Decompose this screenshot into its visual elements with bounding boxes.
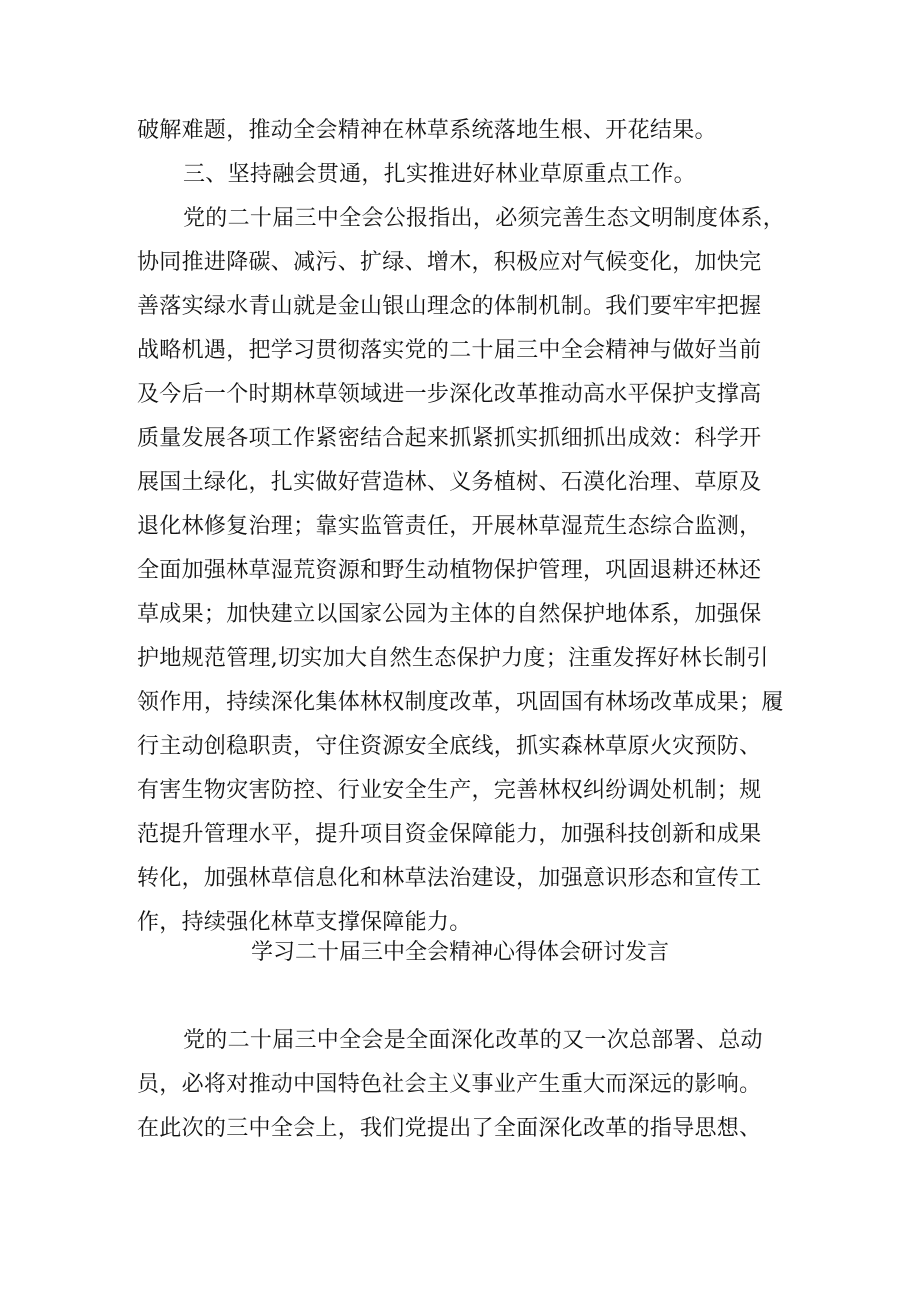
paragraph-line: 展国土绿化，扎实做好营造林、义务植树、石漠化治理、草原及 bbox=[137, 470, 762, 495]
paragraph-line: 全面加强林草湿荒资源和野生动植物保护管理，巩固退耕还林还 bbox=[137, 558, 762, 583]
article-title: 学习二十届三中全会精神心得体会研讨发言 bbox=[250, 940, 669, 965]
paragraph-line: 护地规范管理,切实加大自然生态保护力度；注重发挥好林长制引 bbox=[137, 646, 769, 671]
paragraph-line: 范提升管理水平，提升项目资金保障能力，加强科技创新和成果 bbox=[137, 822, 762, 847]
paragraph-line: 党的二十届三中全会是全面深化改革的又一次总部署、总动 bbox=[183, 1028, 763, 1053]
paragraph-line: 党的二十届三中全会公报指出，必须完善生态文明制度体系， bbox=[183, 206, 786, 231]
paragraph-line: 战略机遇，把学习贯彻落实党的二十届三中全会精神与做好当前 bbox=[137, 338, 762, 363]
paragraph-line: 领作用，持续深化集体林权制度改革，巩固国有林场改革成果；履 bbox=[137, 690, 784, 715]
paragraph-line: 善落实绿水青山就是金山银山理念的体制机制。我们要牢牢把握 bbox=[137, 294, 762, 319]
paragraph-line: 员，必将对推动中国特色社会主义事业产生重大而深远的影响。 bbox=[137, 1072, 762, 1097]
paragraph-line: 有害生物灾害防控、行业安全生产，完善林权纠纷调处机制；规 bbox=[137, 778, 762, 803]
paragraph-line: 及今后一个时期林草领域进一步深化改革推动高水平保护支撑高 bbox=[137, 382, 762, 407]
paragraph-line: 草成果；加快建立以国家公园为主体的自然保护地体系，加强保 bbox=[137, 602, 762, 627]
paragraph-line: 退化林修复治理；靠实监管责任，开展林草湿荒生态综合监测， bbox=[137, 514, 762, 539]
paragraph-line: 在此次的三中全会上，我们党提出了全面深化改革的指导思想、 bbox=[137, 1116, 762, 1141]
paragraph-line: 破解难题，推动全会精神在林草系统落地生根、开花结果。 bbox=[137, 118, 717, 143]
paragraph-line: 行主动创稳职责，守住资源安全底线，抓实森林草原火灾预防、 bbox=[137, 734, 762, 759]
paragraph-line: 质量发展各项工作紧密结合起来抓紧抓实抓细抓出成效：科学开 bbox=[137, 426, 762, 451]
paragraph-line: 转化，加强林草信息化和林草法治建设，加强意识形态和宣传工 bbox=[137, 866, 762, 891]
paragraph-line: 协同推进降碳、减污、扩绿、增木，积极应对气候变化，加快完 bbox=[137, 250, 762, 275]
paragraph-line: 作，持续强化林草支撑保障能力。 bbox=[137, 910, 472, 935]
section-heading: 三、坚持融会贯通，扎实推进好林业草原重点工作。 bbox=[183, 162, 696, 187]
